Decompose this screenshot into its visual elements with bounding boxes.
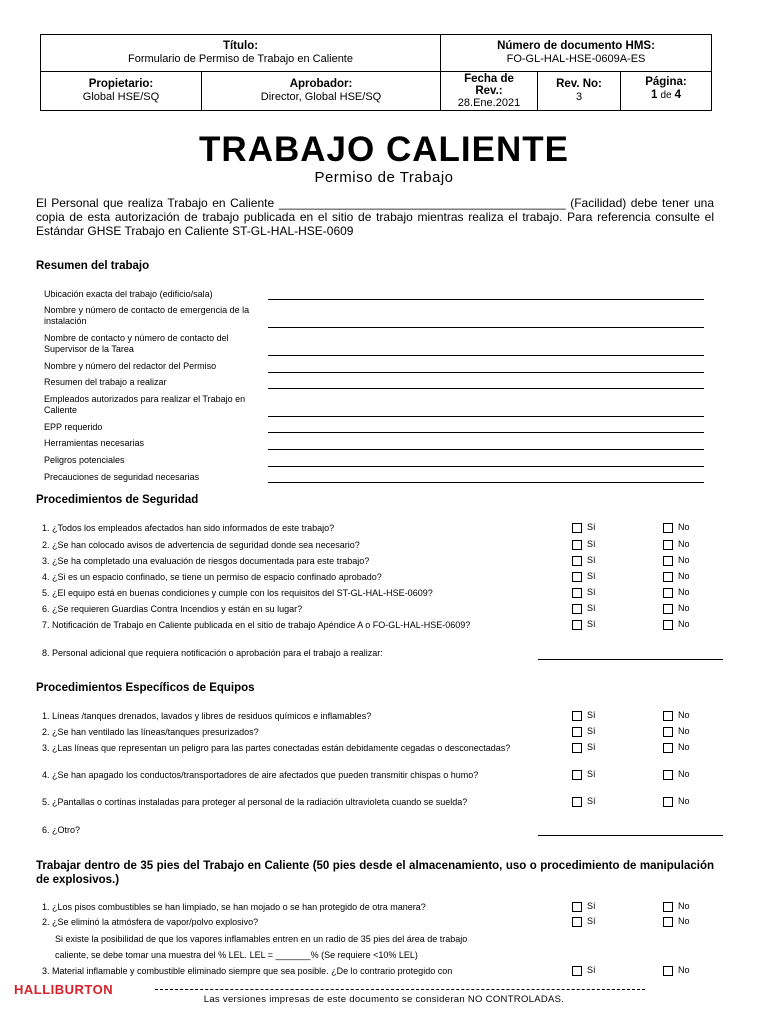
revno-label: Rev. No: <box>556 78 602 90</box>
footer-divider <box>155 989 645 990</box>
question: 3. ¿Las líneas que representan un peligro para las partes conectadas están debidamente cegadas o desconectadas? <box>42 743 511 753</box>
checkbox-no[interactable] <box>663 540 673 550</box>
label-no: No <box>678 916 690 926</box>
checkbox-si[interactable] <box>572 556 582 566</box>
checkbox-si[interactable] <box>572 588 582 598</box>
label-no: No <box>678 571 690 581</box>
checkbox-no[interactable] <box>663 588 673 598</box>
checkbox-si[interactable] <box>572 711 582 721</box>
question: 1. ¿Todos los empleados afectados han sido informados de este trabajo? <box>42 523 335 533</box>
field-label: Ubicación exacta del trabajo (edificio/sala) <box>44 289 213 299</box>
checkbox-si[interactable] <box>572 540 582 550</box>
owner-value: Global HSE/SQ <box>82 91 160 103</box>
revno-value: 3 <box>575 91 583 103</box>
page-label: Página: <box>645 76 687 88</box>
field-line[interactable] <box>268 299 704 300</box>
label-no: No <box>678 742 690 752</box>
field-label: Precauciones de seguridad necesarias <box>44 472 200 482</box>
checkbox-si[interactable] <box>572 620 582 630</box>
footer-note: Las versiones impresas de este documento se consideran NO CONTROLADAS. <box>203 994 565 1005</box>
section-heading-resumen: Resumen del trabajo <box>36 260 150 272</box>
label-si: Sí <box>587 769 596 779</box>
label-no: No <box>678 603 690 613</box>
section-heading-seguridad: Procedimientos de Seguridad <box>36 494 199 506</box>
page-total: 4 <box>674 89 682 101</box>
label-si: Sí <box>587 603 596 613</box>
owner-cell <box>41 72 202 110</box>
page-current: 1 <box>650 89 658 101</box>
checkbox-no[interactable] <box>663 797 673 807</box>
label-no: No <box>678 769 690 779</box>
label-si: Sí <box>587 916 596 926</box>
field-line[interactable] <box>268 388 704 389</box>
checkbox-no[interactable] <box>663 572 673 582</box>
label-no: No <box>678 901 690 911</box>
page-cell <box>621 72 711 110</box>
field-line[interactable] <box>268 432 704 433</box>
field-label: Nombre y número del redactor del Permiso <box>44 361 217 371</box>
approver-value: Director, Global HSE/SQ <box>260 91 382 103</box>
field-line[interactable] <box>268 416 704 417</box>
checkbox-no[interactable] <box>663 743 673 753</box>
field-label: EPP requerido <box>44 422 103 432</box>
question: 4. ¿Se han apagado los conductos/transportadores de aire afectados que pueden transmitir chispas o humo? <box>42 770 479 780</box>
checkbox-no[interactable] <box>663 711 673 721</box>
label-si: Sí <box>587 726 596 736</box>
field-label: Resumen del trabajo a realizar <box>44 377 167 387</box>
label-si: Sí <box>587 522 596 532</box>
checkbox-si[interactable] <box>572 743 582 753</box>
question: 2. ¿Se han colocado avisos de advertencia de seguridad donde sea necesario? <box>42 540 360 550</box>
checkbox-no[interactable] <box>663 620 673 630</box>
checkbox-si[interactable] <box>572 917 582 927</box>
title-label: Título: <box>222 40 259 52</box>
checkbox-no[interactable] <box>663 523 673 533</box>
question: 8. Personal adicional que requiera notificación o aprobación para el trabajo a realizar: <box>42 648 383 658</box>
halliburton-logo: HALLIBURTON <box>14 982 114 997</box>
label-si: Sí <box>587 571 596 581</box>
field-label: Empleados autorizados para realizar el Trabajo en Caliente <box>44 394 246 415</box>
field-line[interactable] <box>268 327 704 328</box>
label-si: Sí <box>587 555 596 565</box>
title-cell <box>41 35 441 72</box>
question: 2. ¿Se eliminó la atmósfera de vapor/polvo explosivo? <box>42 917 259 927</box>
field-label: Nombre de contacto y número de contacto del Supervisor de la Tarea <box>44 333 229 354</box>
checkbox-no[interactable] <box>663 770 673 780</box>
label-no: No <box>678 796 690 806</box>
field-line[interactable] <box>268 449 704 450</box>
label-si: Sí <box>587 965 596 975</box>
answer-line[interactable] <box>538 835 723 836</box>
question-note: Si existe la posibilidad de que los vapores inflamables entren en un radio de 35 pies del área de trabajo <box>55 934 468 944</box>
question: 5. ¿El equipo está en buenas condiciones y cumple con los requisitos del ST-GL-HAL-HSE-0609? <box>42 588 433 598</box>
label-no: No <box>678 555 690 565</box>
label-no: No <box>678 587 690 597</box>
question: 5. ¿Pantallas o cortinas instaladas para proteger al personal de la radiación ultravioleta cuando se suelda? <box>42 797 468 807</box>
question: 1. Líneas /tanques drenados, lavados y libres de residuos químicos e inflamables? <box>42 711 372 721</box>
section-heading-radio: Trabajar dentro de 35 pies del Trabajo en Caliente (50 pies desde el almacenamiento, uso o procedimiento de manipulación de explosivos.) <box>36 860 714 886</box>
field-line[interactable] <box>268 355 704 356</box>
section-heading-equipos: Procedimientos Específicos de Equipos <box>36 682 255 694</box>
label-no: No <box>678 539 690 549</box>
question: 6. ¿Otro? <box>42 825 81 835</box>
revdate-label: Fecha de Rev.: <box>464 73 514 97</box>
checkbox-no[interactable] <box>663 917 673 927</box>
field-label: Nombre y número de contacto de emergencia de la instalación <box>44 305 250 326</box>
checkbox-no[interactable] <box>663 604 673 614</box>
checkbox-no[interactable] <box>663 556 673 566</box>
checkbox-no[interactable] <box>663 966 673 976</box>
label-si: Sí <box>587 796 596 806</box>
label-si: Sí <box>587 539 596 549</box>
revno-cell <box>538 72 621 110</box>
label-no: No <box>678 726 690 736</box>
question: 3. Material inflamable y combustible eliminado siempre que sea posible. ¿De lo contrario protegido con <box>42 966 453 976</box>
label-si: Sí <box>587 587 596 597</box>
checkbox-si[interactable] <box>572 523 582 533</box>
label-no: No <box>678 965 690 975</box>
checkbox-si[interactable] <box>572 770 582 780</box>
question: 4. ¿Si es un espacio confinado, se tiene un permiso de espacio confinado aprobado? <box>42 572 382 582</box>
checkbox-no[interactable] <box>663 727 673 737</box>
field-line[interactable] <box>268 372 704 373</box>
question: 6. ¿Se requieren Guardias Contra Incendios y están en su lugar? <box>42 604 303 614</box>
field-label: Peligros potenciales <box>44 455 125 465</box>
owner-label: Propietario: <box>88 78 154 90</box>
revdate-cell <box>441 72 538 110</box>
question: 7. Notificación de Trabajo en Caliente publicada en el sitio de trabajo Apéndice A o FO-GL-HAL-HSE-0609? <box>42 620 471 630</box>
answer-line[interactable] <box>538 659 723 660</box>
checkbox-si[interactable] <box>572 604 582 614</box>
page-of: de <box>660 90 672 101</box>
label-si: Sí <box>587 710 596 720</box>
question: 1. ¿Los pisos combustibles se han limpiado, se han mojado o se han protegido de otra manera? <box>42 902 426 912</box>
checkbox-si[interactable] <box>572 902 582 912</box>
label-si: Sí <box>587 619 596 629</box>
intro-paragraph: El Personal que realiza Trabajo en Caliente ___________________________________________ (Facilidad) debe tener una copia de esta autorización de trabajo publicada en el sitio de trabajo mientras realiza el trabajo. Para referencia consulte el Estándar GHSE Trabajo en Caliente ST-GL-HAL-HSE-0609 <box>36 196 714 239</box>
label-si: Sí <box>587 742 596 752</box>
label-si: Sí <box>587 901 596 911</box>
docnum-label: Número de documento HMS: <box>497 40 655 52</box>
docnum-cell <box>441 35 711 72</box>
field-line[interactable] <box>268 466 704 467</box>
question-note: caliente, se debe tomar una muestra del % LEL. LEL = _______% (Se requiere <10% LEL) <box>55 950 418 960</box>
field-label: Herramientas necesarias <box>44 438 145 448</box>
page-title: TRABAJO CALIENTE <box>199 130 569 169</box>
checkbox-si[interactable] <box>572 572 582 582</box>
checkbox-si[interactable] <box>572 966 582 976</box>
approver-label: Aprobador: <box>289 78 353 90</box>
field-line[interactable] <box>268 482 704 483</box>
label-no: No <box>678 710 690 720</box>
page-subtitle: Permiso de Trabajo <box>314 169 454 186</box>
approver-cell <box>202 72 441 110</box>
title-value: Formulario de Permiso de Trabajo en Caliente <box>127 53 353 65</box>
question: 3. ¿Se ha completado una evaluación de riesgos documentada para este trabajo? <box>42 556 370 566</box>
checkbox-no[interactable] <box>663 902 673 912</box>
document-header-table <box>40 34 712 111</box>
docnum-value: FO-GL-HAL-HSE-0609A-ES <box>506 53 646 65</box>
revdate-value: 28.Ene.2021 <box>457 97 521 109</box>
label-no: No <box>678 522 690 532</box>
question: 2. ¿Se han ventilado las líneas/tanques presurizados? <box>42 727 259 737</box>
label-no: No <box>678 619 690 629</box>
checkbox-si[interactable] <box>572 797 582 807</box>
checkbox-si[interactable] <box>572 727 582 737</box>
